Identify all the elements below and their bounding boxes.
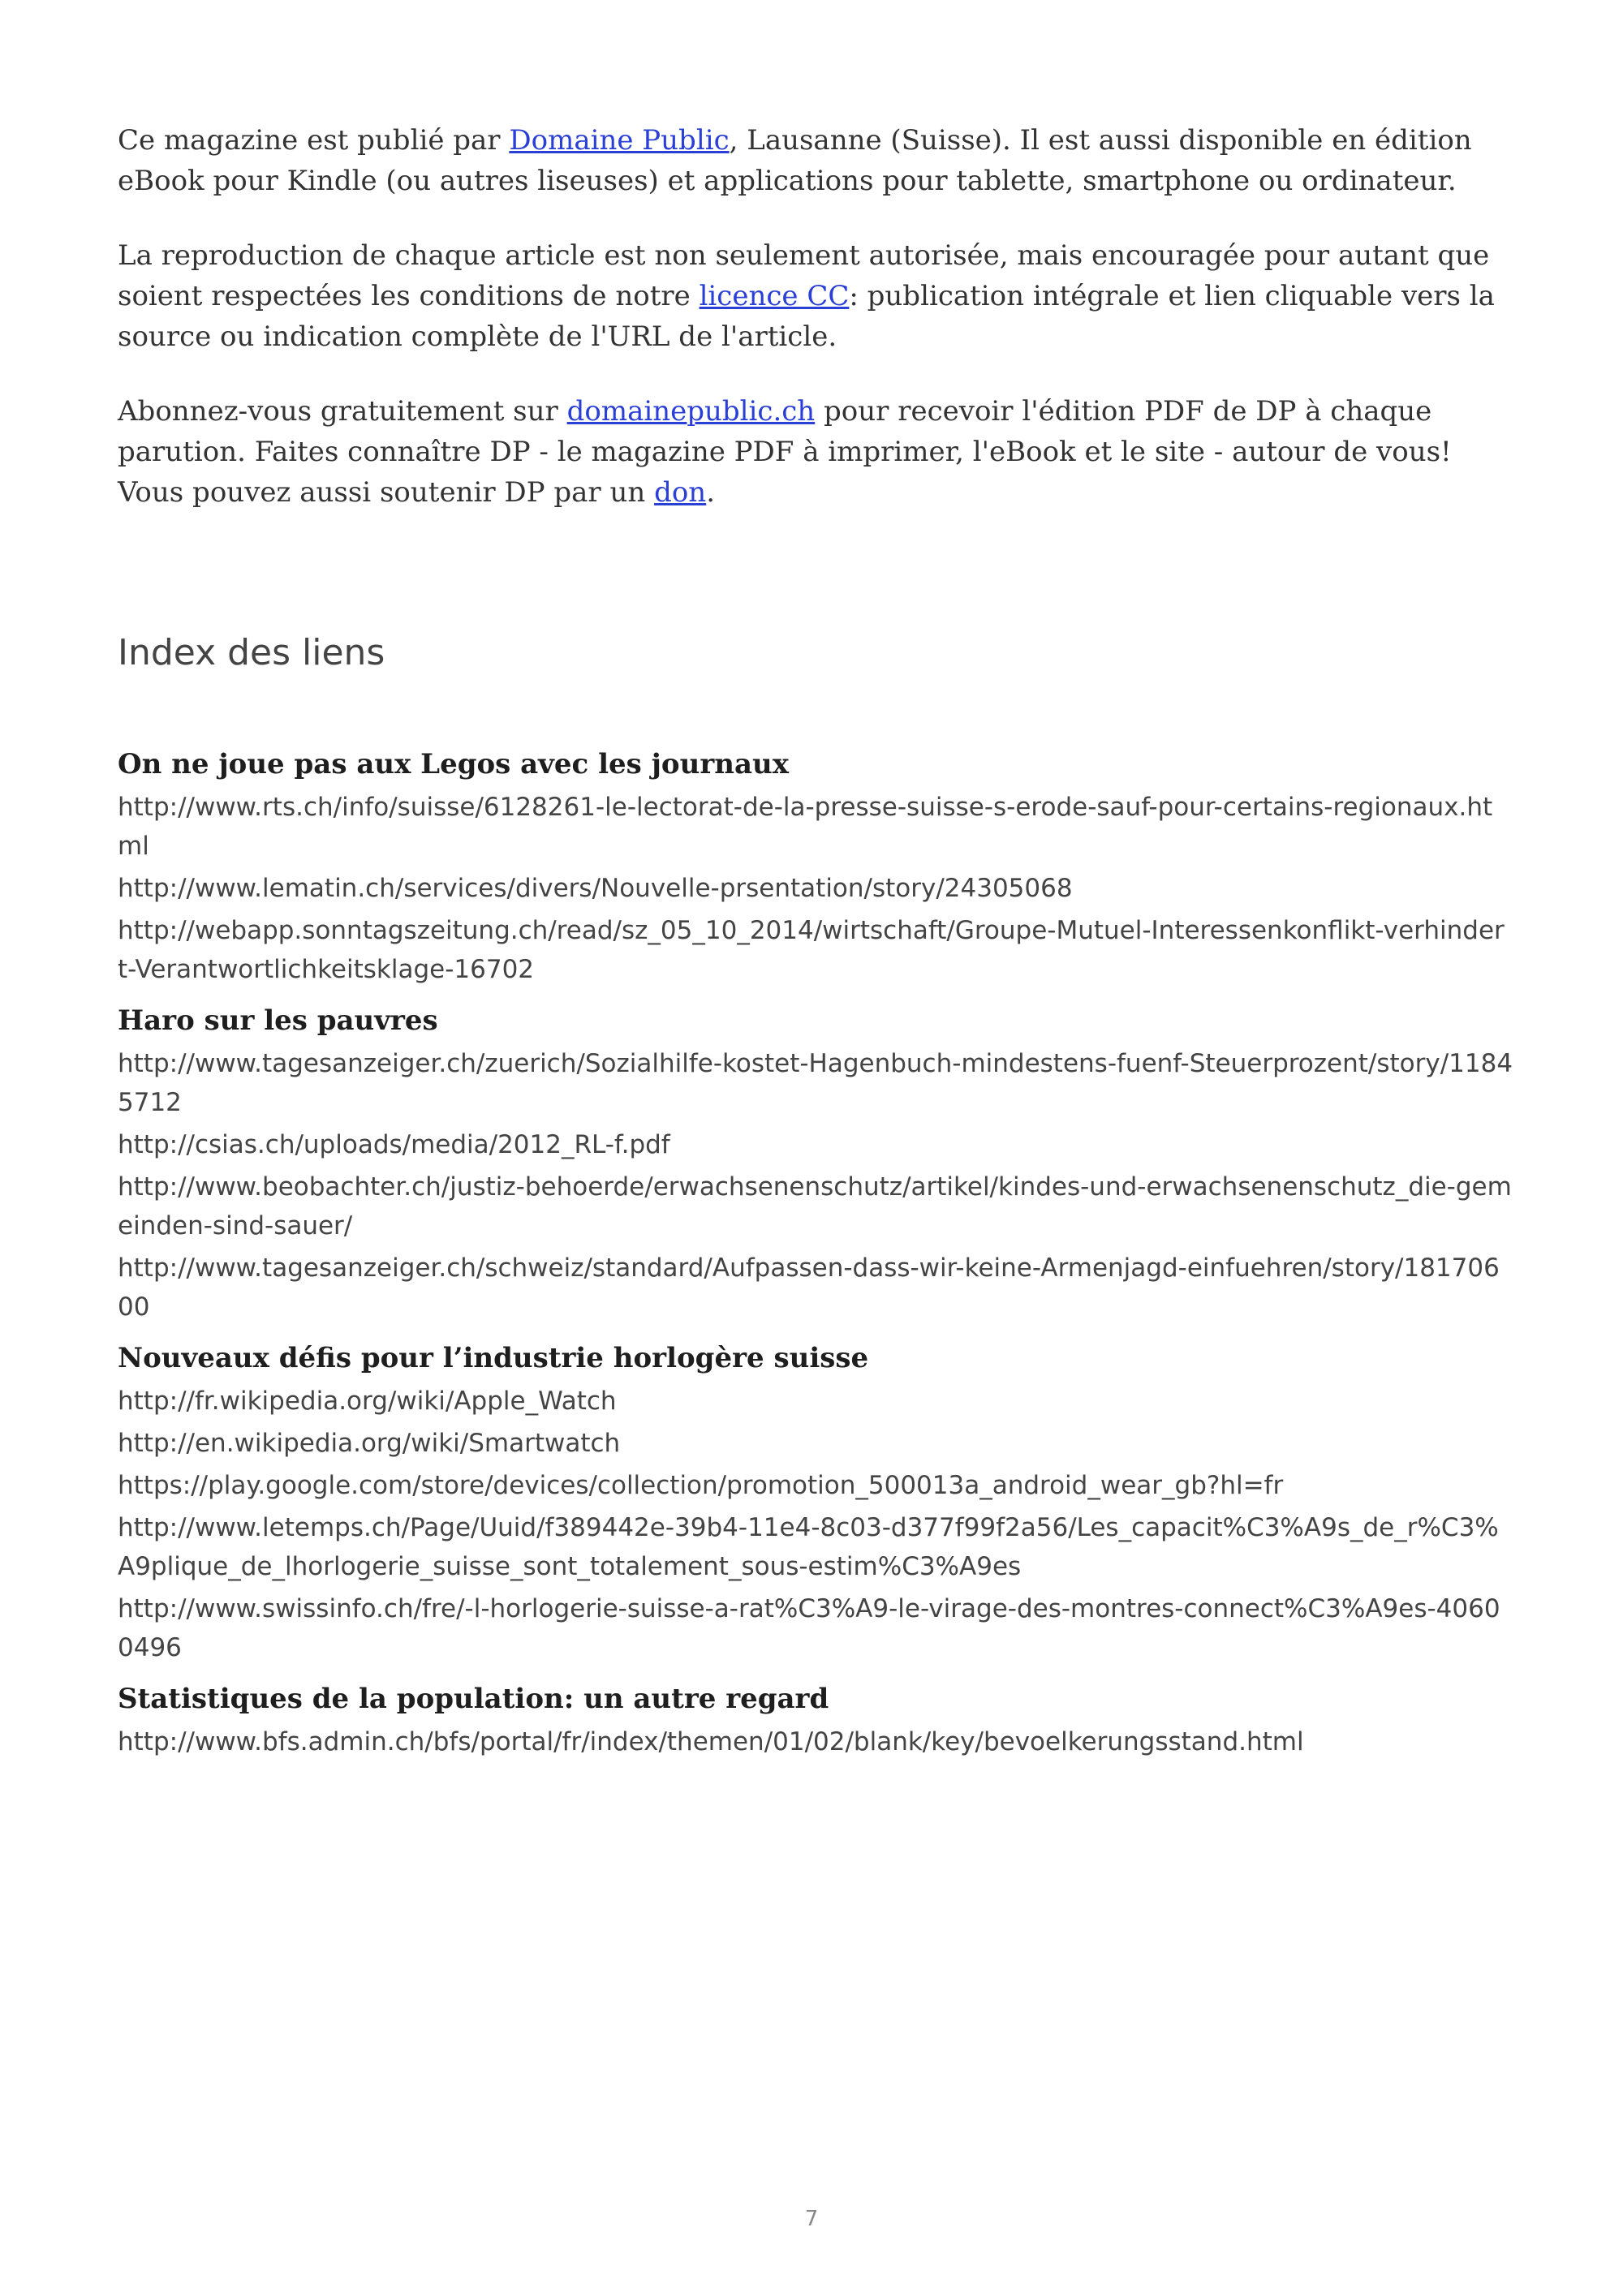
link-item[interactable]: https://play.google.com/store/devices/collection/promotion_500013a_android_wear_gb?hl=fr <box>118 1471 1284 1500</box>
link-item[interactable]: http://www.tagesanzeiger.ch/zuerich/Sozialhilfe-kostet-Hagenbuch-mindestens-fuenf-Steuerprozent/story/11845712 <box>118 1049 1513 1117</box>
link-list <box>118 1722 1513 1761</box>
text-span: pour recevoir l'édition PDF de DP à chaque parution. Faites connaître DP - le magazine PDF à imprimer, l'eBook et le site - autour de vous! Vous pouvez aussi soutenir DP par un <box>118 395 1452 509</box>
link-item[interactable]: http://en.wikipedia.org/wiki/Smartwatch <box>118 1429 621 1458</box>
index-section-horlogerie <box>118 1339 1513 1667</box>
domainepublic-link[interactable]: domainepublic.ch <box>566 395 816 428</box>
link-item[interactable]: http://www.bfs.admin.ch/bfs/portal/fr/index/themen/01/02/blank/key/bevoelkerungsstand.html <box>118 1727 1304 1756</box>
link-list <box>118 1044 1513 1326</box>
donation-link[interactable]: don <box>654 476 707 509</box>
section-title: Haro sur les pauvres <box>118 1004 438 1037</box>
link-item[interactable]: http://www.beobachter.ch/justiz-behoerde/erwachsenenschutz/artikel/kindes-und-erwachsenenschutz_die-gemeinden-sind-sauer/ <box>118 1172 1512 1240</box>
page-number: 7 <box>804 2207 819 2231</box>
text-span: La reproduction de chaque article est non seulement autorisée, mais encouragée pour autant que soient respectées les conditions de notre <box>118 239 1490 312</box>
intro-paragraph-subscribe <box>118 391 1513 513</box>
intro-paragraph-license <box>118 235 1513 357</box>
link-list <box>118 1382 1513 1667</box>
index-section-legos <box>118 746 1513 989</box>
document-page <box>118 120 1513 1774</box>
link-list <box>118 788 1513 989</box>
link-item[interactable]: http://csias.ch/uploads/media/2012_RL-f.pdf <box>118 1130 670 1159</box>
section-title: Nouveaux défis pour l’industrie horlogère suisse <box>118 1342 869 1374</box>
text-span: . <box>706 476 716 509</box>
domaine-public-link[interactable]: Domaine Public <box>509 124 730 157</box>
index-title: Index des liens <box>118 632 385 673</box>
link-item[interactable]: http://www.letemps.ch/Page/Uuid/f389442e-39b4-11e4-8c03-d377f99f2a56/Les_capacit%C3%A9s_de_r%C3%A9plique_de_lhorlogerie_suisse_sont_totalement_sous-estim%C3%A9es <box>118 1513 1499 1581</box>
text-span: , Lausanne (Suisse). Il est aussi disponible en édition eBook pour Kindle (ou autres liseuses) et applications pour tablette, smartphone ou ordinateur. <box>118 124 1472 197</box>
link-item[interactable]: http://www.lematin.ch/services/divers/Nouvelle-prsentation/story/24305068 <box>118 874 1073 903</box>
index-section-pauvres <box>118 1002 1513 1326</box>
index-section-population <box>118 1680 1513 1761</box>
link-item[interactable]: http://webapp.sonntagszeitung.ch/read/sz_05_10_2014/wirtschaft/Groupe-Mutuel-Interessenkonflikt-verhindert-Verantwortlichkeitsklage-16702 <box>118 916 1505 984</box>
intro-paragraph-publisher <box>118 120 1513 201</box>
section-title: Statistiques de la population: un autre regard <box>118 1683 829 1715</box>
link-item[interactable]: http://www.rts.ch/info/suisse/6128261-le-lectorat-de-la-presse-suisse-s-erode-sauf-pour-certains-regionaux.html <box>118 793 1493 861</box>
text-span: Abonnez-vous gratuitement sur <box>118 395 567 428</box>
link-item[interactable]: http://fr.wikipedia.org/wiki/Apple_Watch <box>118 1387 617 1416</box>
text-span: Ce magazine est publié par <box>118 124 510 157</box>
link-item[interactable]: http://www.tagesanzeiger.ch/schweiz/standard/Aufpassen-dass-wir-keine-Armenjagd-einfuehren/story/18170600 <box>118 1253 1500 1322</box>
link-item[interactable]: http://www.swissinfo.ch/fre/-l-horlogerie-suisse-a-rat%C3%A9-le-virage-des-montres-connect%C3%A9es-40600496 <box>118 1594 1500 1662</box>
section-title: On ne joue pas aux Legos avec les journaux <box>118 748 789 780</box>
license-cc-link[interactable]: licence CC <box>699 280 850 312</box>
text-span: : publication intégrale et lien cliquable vers la source ou indication complète de l'URL de l'article. <box>118 280 1495 353</box>
